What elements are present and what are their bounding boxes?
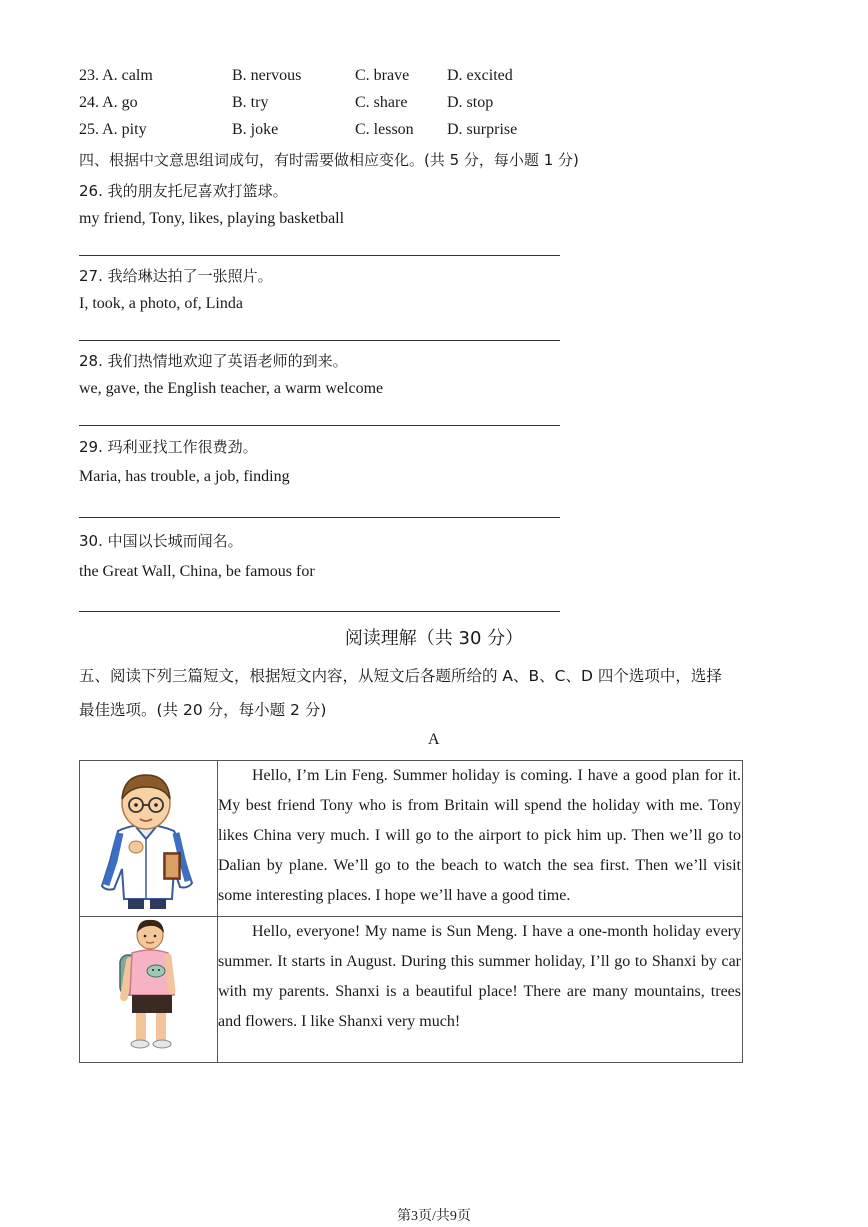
q23-option-b: B. nervous — [232, 67, 302, 84]
q25-option-a: 25. A. pity — [79, 121, 147, 138]
sun-meng-passage-cell — [218, 917, 743, 1063]
item-30-chinese: 30. 中国以长城而闻名。 — [79, 532, 243, 550]
q25-option-d: D. surprise — [447, 121, 518, 138]
lin-feng-illustration-cell — [80, 761, 218, 917]
answer-line-27[interactable] — [79, 340, 560, 341]
q24-option-b: B. try — [232, 94, 269, 111]
item-27-chinese: 27. 我给琳达拍了一张照片。 — [79, 267, 273, 285]
item-28-words: we, gave, the English teacher, a warm welcome — [79, 380, 384, 397]
item-28-chinese: 28. 我们热情地欢迎了英语老师的到来。 — [79, 352, 348, 370]
girl-with-backpack-illustration — [80, 917, 217, 1057]
passage-row-sun-meng — [80, 917, 743, 1063]
question-23-options — [79, 67, 599, 91]
item-29-words: Maria, has trouble, a job, finding — [79, 468, 290, 485]
q24-option-c: C. share — [355, 94, 408, 111]
question-25-options — [79, 121, 599, 145]
lin-feng-passage-text: Hello, I’m Lin Feng. Summer holiday is coming. I have a good plan for it. My best friend Tony who is from Britain will spend the holiday with me. Tony likes China very much. I will go to the airport to pick him up. Then we’ll go to Dalian by plane. We’ll go to the beach to watch the sea first. Then we’ll visit some interesting places. I hope we’ll have a good time. — [218, 767, 741, 904]
reading-passage-table — [79, 760, 743, 1063]
item-26-words: my friend, Tony, likes, playing basketball — [79, 210, 345, 227]
q23-option-c: C. brave — [355, 67, 410, 84]
passage-label: A — [428, 731, 440, 748]
item-27-words: I, took, a photo, of, Linda — [79, 295, 243, 312]
answer-line-28[interactable] — [79, 425, 560, 426]
sun-meng-passage-text: Hello, everyone! My name is Sun Meng. I have a one-month holiday every summer. It starts in August. During this summer holiday, I’ll go to Shanxi by car with my parents. Shanxi is a beautiful place! There are many mountains, trees and flowers. I like Shanxi very much! — [218, 923, 741, 1030]
sun-meng-illustration-cell — [80, 917, 218, 1063]
passage-row-lin-feng — [80, 761, 743, 917]
q24-option-a: 24. A. go — [79, 94, 138, 111]
q23-option-d: D. excited — [447, 67, 513, 84]
question-24-options — [79, 94, 599, 118]
item-26-chinese: 26. 我的朋友托尼喜欢打篮球。 — [79, 182, 288, 200]
q25-option-b: B. joke — [232, 121, 279, 138]
lin-feng-passage-cell — [218, 761, 743, 917]
answer-line-29[interactable] — [79, 517, 560, 518]
reading-instruction-line-1: 五、阅读下列三篇短文，根据短文内容，从短文后各题所给的 A、B、C、D 四个选项中，选择 — [79, 667, 722, 685]
answer-line-30[interactable] — [79, 611, 560, 612]
q24-option-d: D. stop — [447, 94, 494, 111]
page-number-footer: 第3页/共9页 — [397, 1209, 471, 1224]
item-29-chinese: 29. 玛利亚找工作很费劲。 — [79, 438, 258, 456]
reading-instruction-line-2: 最佳选项。(共 20 分，每小题 2 分) — [79, 701, 327, 719]
q23-option-a: 23. A. calm — [79, 67, 153, 84]
q25-option-c: C. lesson — [355, 121, 414, 138]
reading-section-title: 阅读理解（共 30 分） — [344, 628, 524, 649]
answer-line-26[interactable] — [79, 255, 560, 256]
boy-with-glasses-illustration — [80, 761, 217, 911]
section-4-heading: 四、根据中文意思组词成句，有时需要做相应变化。(共 5 分，每小题 1 分) — [79, 151, 579, 169]
item-30-words: the Great Wall, China, be famous for — [79, 563, 315, 580]
